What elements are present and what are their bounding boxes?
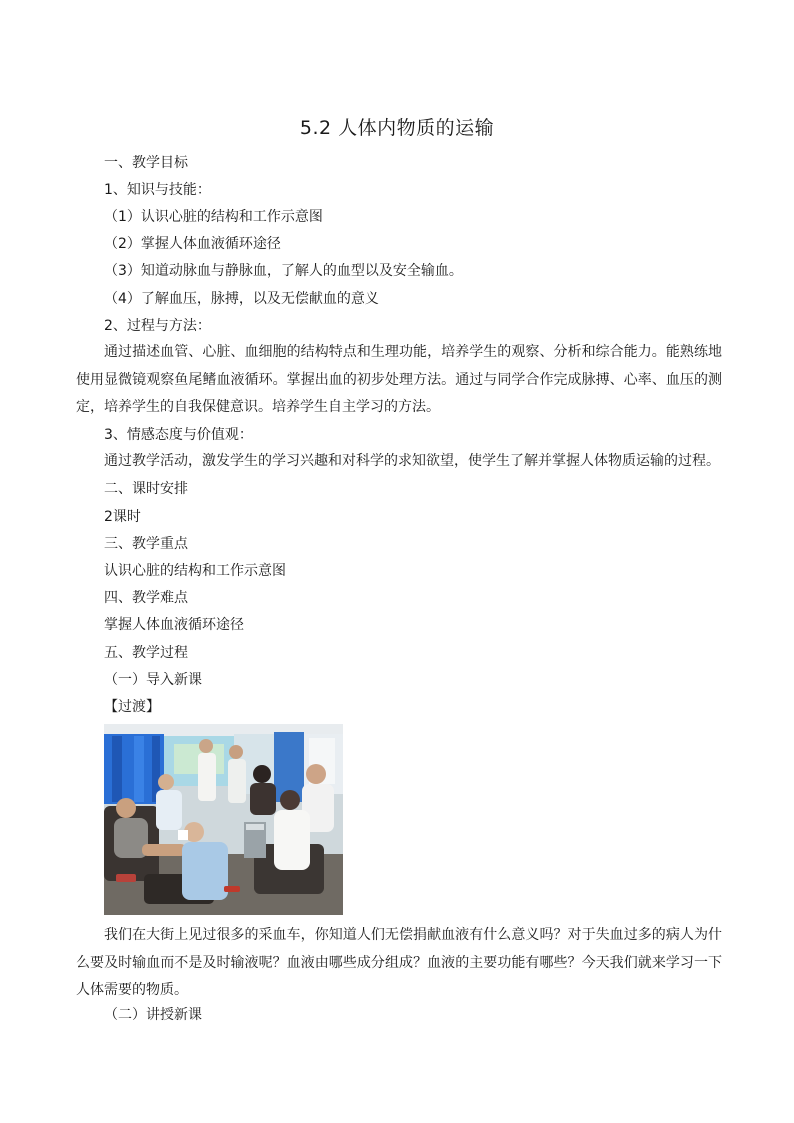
subheading-attitudes-values: 3、情感态度与价值观： [104,427,253,443]
knowledge-item: （2）掌握人体血液循环途径 [104,236,281,252]
section-heading-teaching-process: 五、教学过程 [104,645,188,661]
part-heading-new-lesson: （二）讲授新课 [104,1007,202,1023]
subheading-process-methods: 2、过程与方法： [104,318,211,334]
intro-paragraph: 我们在大街上见过很多的采血车，你知道人们无偿捐献血液有什么意义吗？对于失血过多的病人为什么要及时输血而不是及时输液呢？血液由哪些成分组成？血液的主要功能有哪些？今天我们就来学习一下人体需要的物质。 [76,927,722,998]
knowledge-item: （4）了解血压，脉搏，以及无偿献血的意义 [104,291,379,307]
transition-label: 【过渡】 [104,699,160,715]
process-paragraph: 通过描述血管、心脏、血细胞的结构特点和生理功能，培养学生的观察、分析和综合能力。能熟练地使用显微镜观察鱼尾鳍血液循环。掌握出血的初步处理方法。通过与同学合作完成脉搏、心率、血压的测定，培养学生的自我保健意识。培养学生自主学习的方法。 [76,344,722,415]
section-heading-difficulties: 四、教学难点 [104,590,188,606]
document-title: 5.2 人体内物质的运输 [299,117,495,139]
blood-donation-photo [104,724,343,915]
section-heading-key-points: 三、教学重点 [104,536,188,552]
subheading-knowledge-skills: 1、知识与技能： [104,182,211,198]
schedule-content: 2课时 [104,509,141,525]
attitude-paragraph: 通过教学活动，激发学生的学习兴趣和对科学的求知欲望，使学生了解并掌握人体物质运输的过程。 [104,453,720,469]
section-heading-schedule: 二、课时安排 [104,481,188,497]
section-heading-objectives: 一、教学目标 [104,155,188,171]
key-points-content: 认识心脏的结构和工作示意图 [104,563,286,579]
knowledge-item: （3）知道动脉血与静脉血，了解人的血型以及安全输血。 [104,263,463,279]
difficulties-content: 掌握人体血液循环途径 [104,617,244,633]
knowledge-item: （1）认识心脏的结构和工作示意图 [104,209,323,225]
part-heading-introduction: （一）导入新课 [104,672,202,688]
